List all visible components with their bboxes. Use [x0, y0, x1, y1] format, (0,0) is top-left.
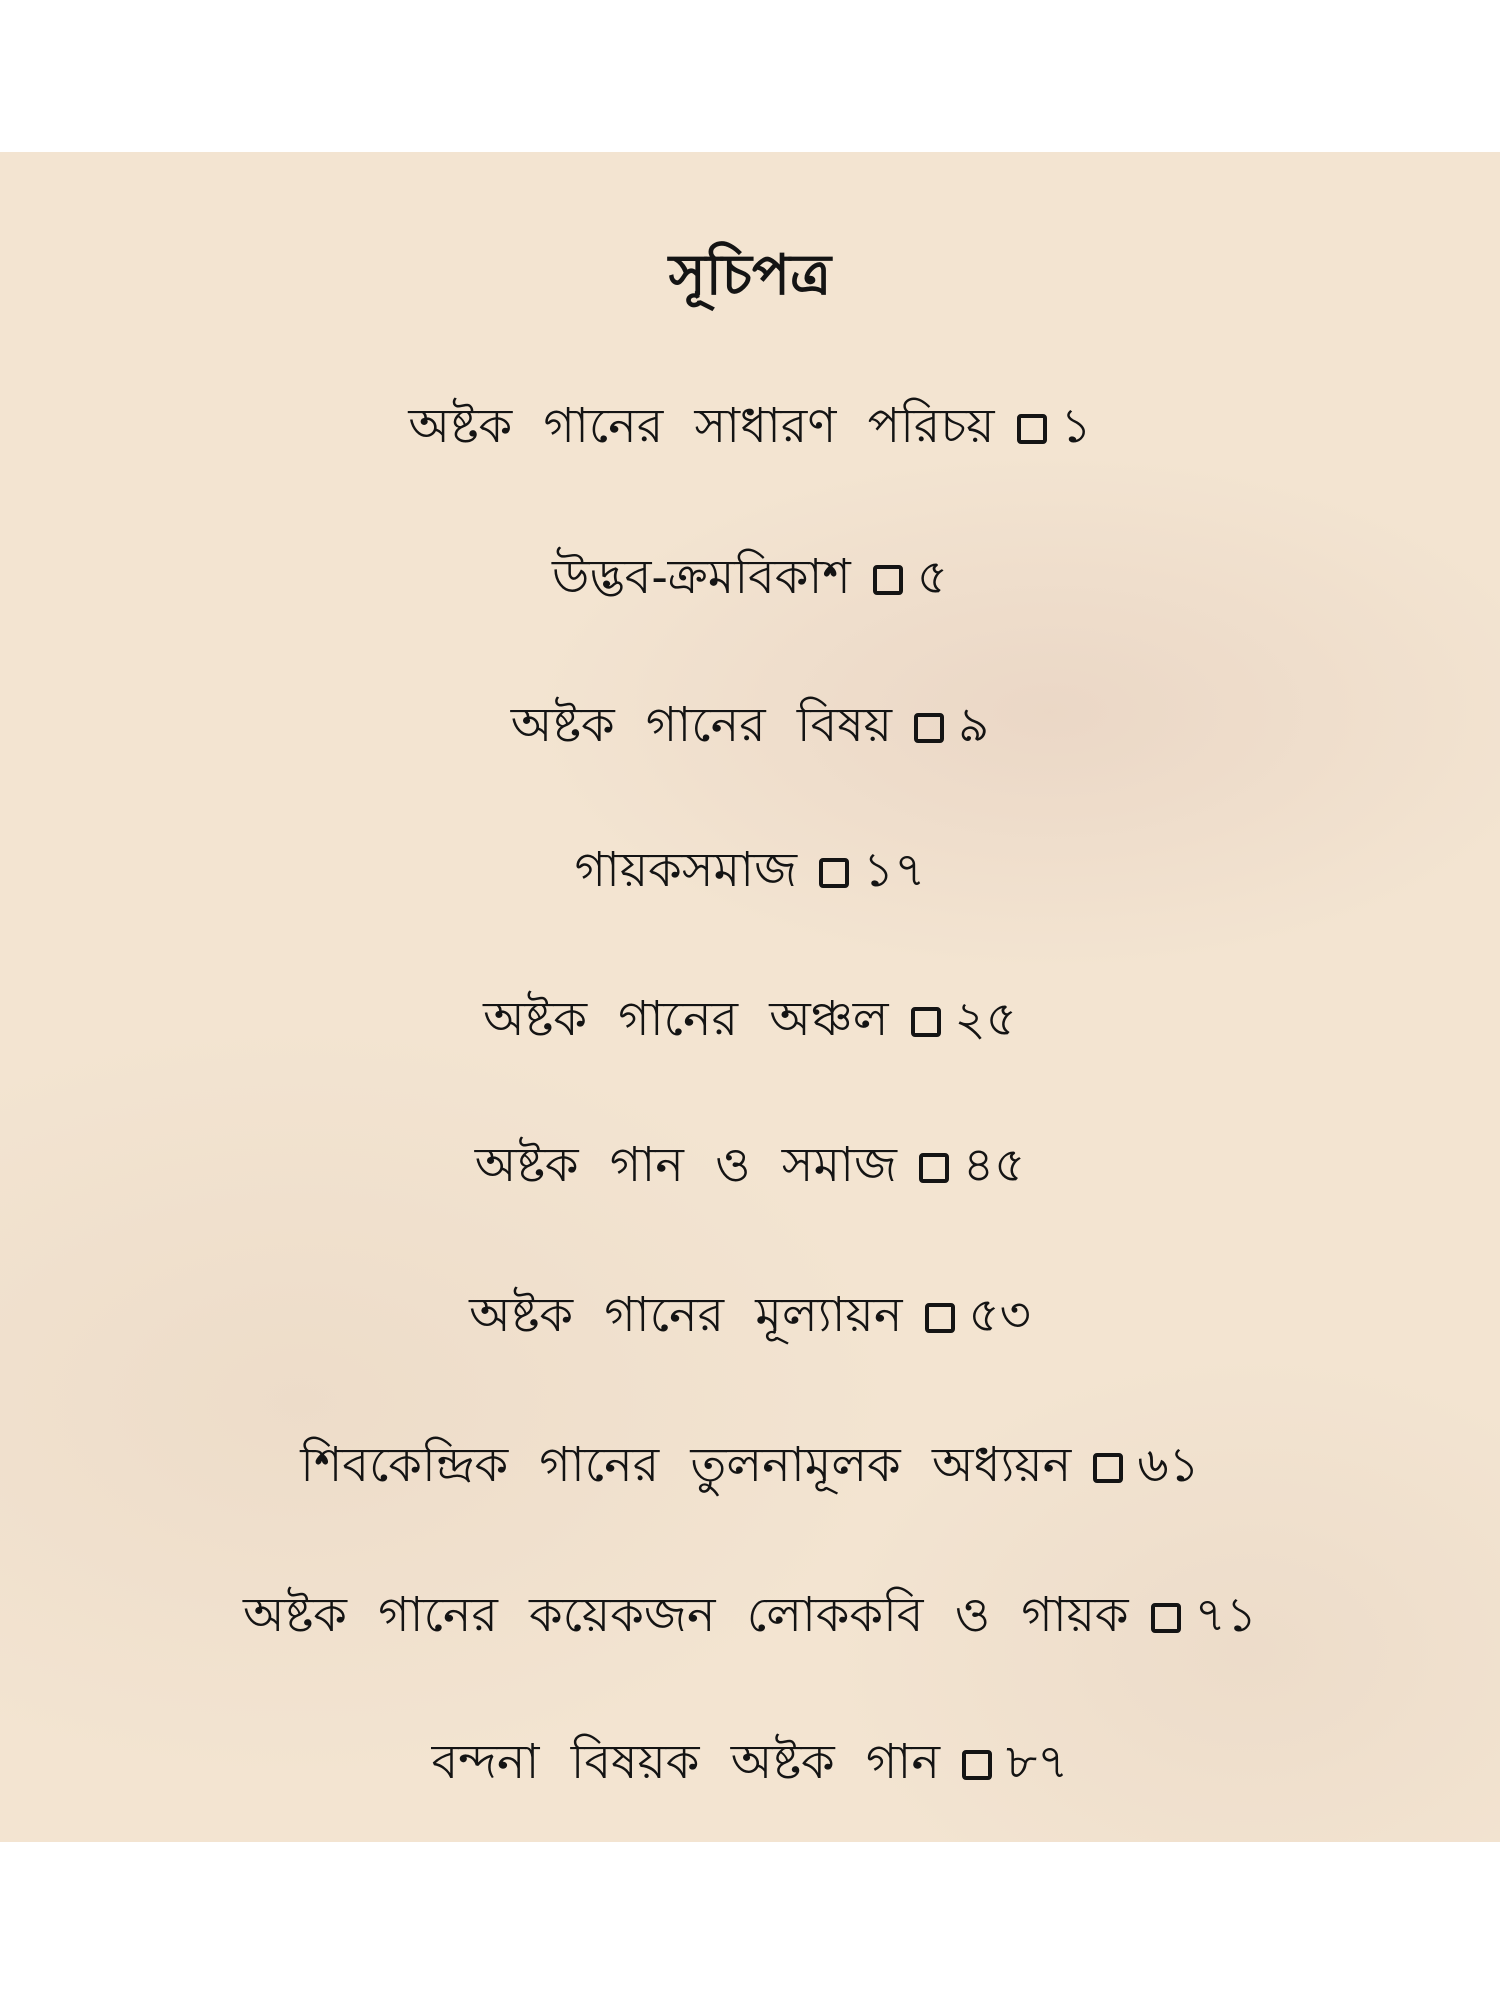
- toc-entry-title: উদ্ভব-ক্রমবিকাশ: [552, 548, 851, 605]
- toc-entry-page: ৮৭: [1005, 1733, 1069, 1790]
- toc-entry-title: গায়কসমাজ: [574, 841, 798, 898]
- toc-entry-title: অষ্টক গান ও সমাজ: [474, 1136, 897, 1193]
- square-bullet-icon: [819, 858, 849, 888]
- square-bullet-icon: [1093, 1453, 1123, 1483]
- toc-entry: [0, 1283, 1500, 1353]
- toc-entry-page: ১৭: [863, 841, 926, 898]
- square-bullet-icon: [1017, 414, 1047, 444]
- toc-entry: [0, 1433, 1500, 1503]
- page-title: সূচিপত্র: [668, 242, 832, 308]
- toc-entry-page: ২৫: [954, 990, 1017, 1047]
- square-bullet-icon: [914, 713, 944, 743]
- toc-entry-page: ৯: [958, 696, 990, 753]
- toc-entry-page: ৫: [916, 548, 948, 605]
- toc-entry-page: ৭১: [1194, 1586, 1257, 1643]
- toc-entry-title: অষ্টক গানের মূল্যায়ন: [469, 1286, 903, 1343]
- square-bullet-icon: [925, 1303, 955, 1333]
- toc-entry-title: অষ্টক গানের কয়েকজন লোককবি ও গায়ক: [243, 1586, 1129, 1643]
- toc-entry-title: শিবকেন্দ্রিক গানের তুলনামূলক অধ্যয়ন: [300, 1436, 1072, 1493]
- toc-entry-page: ৬১: [1137, 1436, 1200, 1493]
- square-bullet-icon: [1151, 1603, 1181, 1633]
- toc-entry: [0, 545, 1500, 615]
- toc-entry: [0, 1583, 1500, 1653]
- square-bullet-icon: [911, 1007, 941, 1037]
- toc-entry-title: অষ্টক গানের সাধারণ পরিচয়: [408, 397, 995, 454]
- toc-entry: [0, 394, 1500, 464]
- square-bullet-icon: [962, 1750, 992, 1780]
- toc-entry-page: ৫৩: [968, 1286, 1031, 1343]
- toc-entry-title: বন্দনা বিষয়ক অষ্টক গান: [431, 1733, 940, 1790]
- toc-entry: [0, 987, 1500, 1057]
- toc-entry-title: অষ্টক গানের অঞ্চল: [483, 990, 889, 1047]
- toc-entry-title: অষ্টক গানের বিষয়: [510, 696, 893, 753]
- square-bullet-icon: [873, 565, 903, 595]
- toc-entry: [0, 693, 1500, 763]
- toc-entry: [0, 838, 1500, 908]
- toc-entry-page: ৪৫: [963, 1136, 1026, 1193]
- toc-entry: [0, 1730, 1500, 1800]
- toc-entry: [0, 1133, 1500, 1203]
- toc-entry-page: ১: [1060, 397, 1092, 454]
- square-bullet-icon: [919, 1153, 949, 1183]
